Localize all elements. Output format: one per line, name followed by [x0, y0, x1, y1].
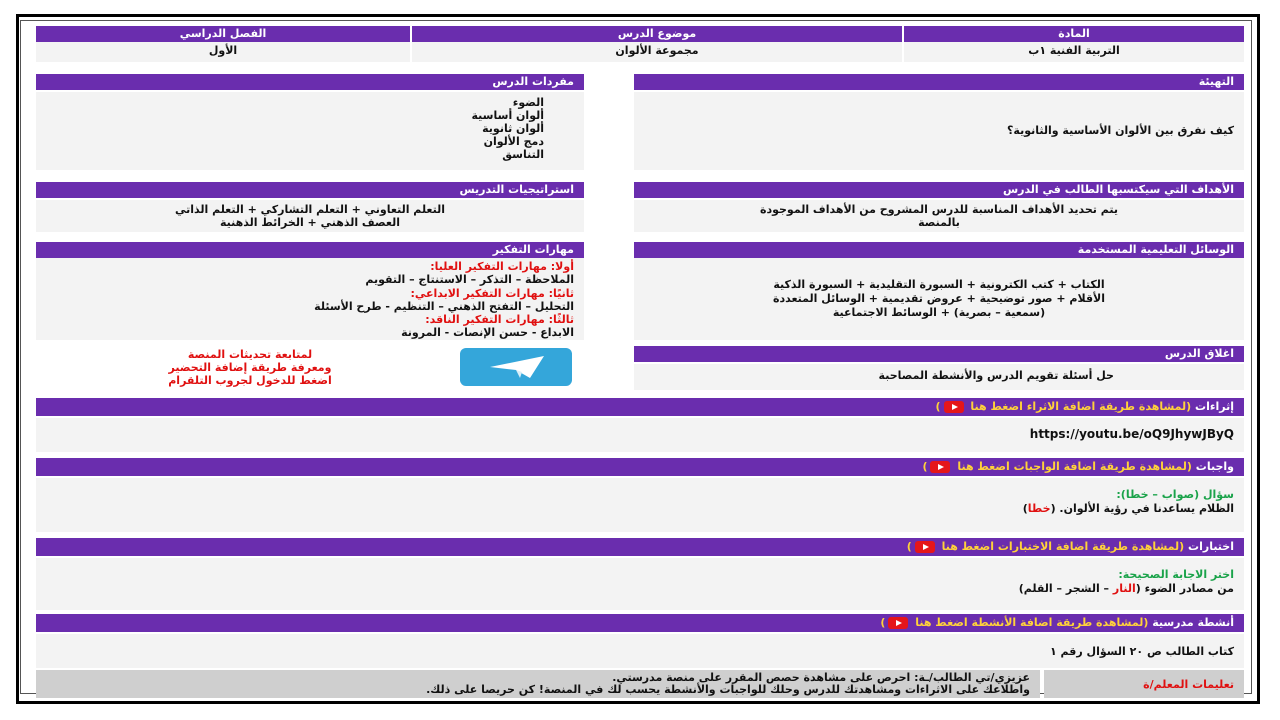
homework-title: واجبات [1195, 460, 1234, 473]
youtube-icon[interactable] [930, 461, 950, 473]
thinking-heading: ثانيًا: مهارات التفكير الابداعي: [410, 286, 574, 300]
paper-plane-icon [460, 348, 572, 386]
tests-question [46, 582, 1234, 596]
teacher-instructions [36, 670, 1040, 698]
tools-line: (سمعية – بصرية) + الوسائط الاجتماعية [832, 306, 1046, 319]
vocab-header: مفردات الدرس [36, 74, 584, 90]
homework-link[interactable]: (لمشاهدة طريقة اضافة الواجبات اضغط هنا [957, 460, 1192, 473]
topic-header: موضوع الدرس [412, 26, 902, 42]
activities-header[interactable]: أنشطة مدرسية (لمشاهدة طريقة اضافة الأنشطة اضغط هنا ) [36, 614, 1244, 632]
teacher-instructions-label [1044, 670, 1244, 698]
thinking-heading: أولا: مهارات التفكير العليا: [430, 260, 574, 273]
activities-link[interactable]: (لمشاهدة طريقة اضافة الأنشطة اضغط هنا [915, 616, 1149, 629]
homework-question-text: الظلام يساعدنا في رؤية الألوان. ( [1050, 502, 1234, 515]
enrichment-title: إثراءات [1195, 400, 1234, 413]
objectives-header: الأهداف التي سيكتسبها الطالب في الدرس [634, 182, 1244, 198]
objectives-line: بالمنصة [918, 216, 960, 229]
thinking-heading: ثالثًا: مهارات التفكير الناقد: [425, 313, 574, 327]
vocab-item: التناسق [502, 148, 544, 161]
homework-question [46, 502, 1234, 516]
strategies-line: العصف الذهني + الخرائط الذهنية [220, 216, 400, 229]
enrichment-link[interactable]: (لمشاهدة طريقة اضافة الاثراء اضغط هنا [970, 400, 1192, 413]
vocab-box [36, 92, 584, 170]
tools-box [634, 258, 1244, 340]
youtube-icon[interactable] [944, 401, 964, 413]
subject-header: المادة [904, 26, 1244, 42]
objectives-box [634, 200, 1244, 232]
instruction-line: عزيزي/تي الطالب/ـة: احرص على مشاهدة حصص المقرر على منصة مدرستي. [612, 671, 1030, 684]
tools-header: الوسائل التعليمية المستخدمة [634, 242, 1244, 258]
thinking-box [36, 258, 584, 340]
telegram-line: اضغط للدخول لجروب التلقرام [168, 374, 332, 387]
vocab-item: ألوان أساسية [471, 109, 544, 122]
enrichment-header[interactable]: إثراءات (لمشاهدة طريقة اضافة الاثراء اضغط هنا ) [36, 398, 1244, 416]
homework-question-close: ) [1022, 502, 1028, 515]
tests-question-label: اختر الاجابة الصحيحة: [1118, 568, 1234, 581]
teacher-instructions-title: تعليمات المعلم/ة [1143, 678, 1234, 691]
telegram-line: ومعرفة طريقة إضافة التحضير [168, 361, 332, 374]
telegram-promo[interactable] [100, 348, 400, 388]
thinking-text: الابداع - حسن الإنصات - المرونة [401, 326, 574, 340]
objectives-line: يتم تحديد الأهداف المناسبة للدرس المشروح من الأهداف الموجودة [759, 203, 1119, 216]
thinking-text: الملاحظة – التذكر – الاستنتاج – التقويم [365, 273, 574, 287]
tests-link[interactable]: (لمشاهدة طريقة اضافة الاختبارات اضغط هنا [941, 540, 1185, 553]
thinking-text: التحليل – التفتح الذهني – التنظيم - طرح الأسئلة [314, 299, 574, 313]
thinking-header: مهارات التفكير [36, 242, 584, 258]
homework-question-label: سؤال (صواب – خطا): [1116, 488, 1234, 501]
tests-options: – الشجر – القلم) [1018, 582, 1113, 595]
activities-title: أنشطة مدرسية [1152, 616, 1234, 629]
tests-box [36, 558, 1244, 610]
closing-text: حل أسئلة تقويم الدرس والأنشطة المصاحبة [634, 364, 1244, 390]
term-header: الفصل الدراسي [36, 26, 410, 42]
topic-value: مجموعة الألوان [412, 42, 902, 62]
vocab-item: ألوان ثانوية [482, 122, 544, 135]
tests-answer: النار [1112, 582, 1136, 595]
warmup-header: التهيئة [634, 74, 1244, 90]
activities-text: كتاب الطالب ص ٢٠ السؤال رقم ١ [36, 634, 1244, 668]
enrichment-url[interactable]: https://youtu.be/oQ9JhywJByQ [36, 418, 1244, 452]
closing-header: اغلاق الدرس [634, 346, 1244, 362]
youtube-icon[interactable] [915, 541, 935, 553]
term-value: الأول [36, 42, 410, 62]
strategies-line: التعلم التعاوني + التعلم التشاركي + التعلم الذاتي [174, 203, 446, 216]
instruction-line: واطلاعك على الاثراءات ومشاهدتك للدرس وحلك للواجبات والأنشطة يحسب لك في المنصة! كن حريصا على ذلك. [426, 683, 1030, 696]
subject-value: التربية الفنية ١ب [904, 42, 1244, 62]
homework-header[interactable]: واجبات (لمشاهدة طريقة اضافة الواجبات اضغط هنا ) [36, 458, 1244, 476]
telegram-icon[interactable] [460, 348, 572, 386]
strategies-box [36, 200, 584, 232]
homework-box [36, 478, 1244, 532]
strategies-header: استراتيجيات التدريس [36, 182, 584, 198]
tests-question-text: من مصادر الضوء ( [1135, 582, 1234, 595]
youtube-icon[interactable] [888, 617, 908, 629]
tools-line: الكتاب + كتب الكترونية + السبورة التقليدية + السبورة الذكية [773, 278, 1105, 291]
tests-header[interactable]: اختبارات (لمشاهدة طريقة اضافة الاختبارات اضغط هنا ) [36, 538, 1244, 556]
warmup-text: كيف نفرق بين الألوان الأساسية والثانوية؟ [634, 92, 1244, 170]
vocab-item: الضوء [512, 96, 544, 109]
telegram-line: لمتابعة تحديثات المنصة [187, 348, 313, 361]
homework-answer: خطا [1027, 502, 1051, 515]
vocab-item: دمج الألوان [483, 135, 544, 148]
tests-title: اختبارات [1188, 540, 1234, 553]
tools-line: الأقلام + صور توضيحية + عروض تقديمية + الوسائل المتعددة [772, 292, 1105, 305]
